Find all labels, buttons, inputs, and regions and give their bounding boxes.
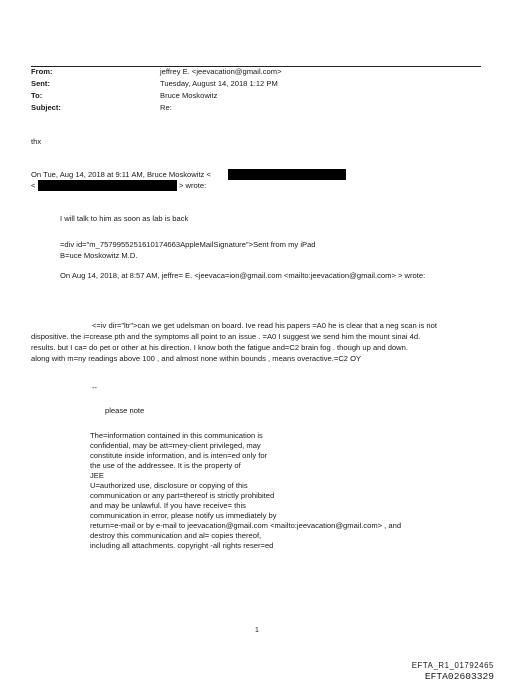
page-number: 1 [255, 627, 259, 634]
bruce-message: I will talk to him as soon as lab is back [60, 214, 189, 223]
disclaimer-line: constitute inside information, and is inten=ed only for [90, 451, 268, 460]
header-divider [31, 66, 481, 67]
to-value: Bruce Moskowitz [160, 91, 218, 100]
to-label: To: [31, 91, 43, 100]
quote-header-bruce: On Tue, Aug 14, 2018 at 9:11 AM, Bruce Moskowitz < [31, 170, 211, 179]
disclaimer-line: the use of the addressee. It is the property of [90, 461, 241, 470]
signature-separator: -- [92, 383, 98, 392]
redaction-bar [228, 169, 346, 180]
paragraph-line: along with m=ny readings above 100 , and almost none within bounds , means overactive.=C2 OY [31, 354, 362, 363]
disclaimer-line: destroy this communication and al= copies thereof, [90, 531, 262, 540]
disclaimer-line: confidential, may be att=rney-client privileged, may [90, 441, 261, 450]
sent-value: Tuesday, August 14, 2018 1:12 PM [160, 79, 278, 88]
disclaimer-line: and may be unlawful. If you have receive= this [90, 501, 246, 510]
from-value: jeffrey E. <jeevacation@gmail.com> [160, 67, 282, 76]
subject-label: Subject: [31, 103, 61, 112]
paragraph-line: <=iv dir="ltr">can we get udelsman on board. Ive read his papers =A0 he is clear that a neg scan is not [92, 321, 437, 330]
quote-header-jeffrey: On Aug 14, 2018, at 8:57 AM, jeffre= E. <jeevaca=ion@gmail.com <mailto:jeevacation@gmail.com> > wrote: [60, 271, 426, 280]
disclaimer-block [90, 431, 401, 551]
disclaimer-line: communication in error, please notify us immediately by [90, 511, 277, 520]
disclaimer-line: return=e-mail or by e-mail to jeevacation@gmail.com <mailto:jeevacation@gmail.com> , and [90, 521, 402, 530]
signature-name: B=uce Moskowitz M.D. [60, 251, 138, 260]
disclaimer-line: The=information contained in this communication is [90, 431, 263, 440]
signature-div-line: =div id="m_7579955251610174663AppleMailSignature">Sent from my iPad [60, 240, 316, 249]
bates-number: EFTA02603329 [424, 671, 494, 682]
from-label: From: [31, 67, 53, 76]
sent-label: Sent: [31, 79, 50, 88]
redaction-bar [38, 180, 177, 191]
paragraph-line: results. but I ca= do pet or other at his direction. I know both the fatigue and=C2 brain fog . though up and down. [31, 343, 408, 352]
bates-number-r1: EFTA_R1_01792465 [411, 661, 494, 670]
quote-header-bruce-wrote: > wrote: [179, 181, 207, 190]
please-note: please note [105, 406, 145, 415]
disclaimer-line: U=authorized use, disclosure or copying of this [90, 481, 248, 490]
disclaimer-line: including all attachments. copyright -all rights reser=ed [90, 541, 274, 550]
paragraph-line: dispositive. the i=crease pth and the symptoms all point to an issue . =A0 I suggest we send him the mount sinai 4d. [31, 332, 421, 341]
subject-value: Re: [160, 103, 172, 112]
disclaimer-line: communication or any part=thereof is strictly prohibited [90, 491, 275, 500]
quote-header-bruce-open: < [31, 181, 36, 190]
disclaimer-line: JEE [90, 471, 104, 480]
reply-text: thx [31, 137, 42, 146]
